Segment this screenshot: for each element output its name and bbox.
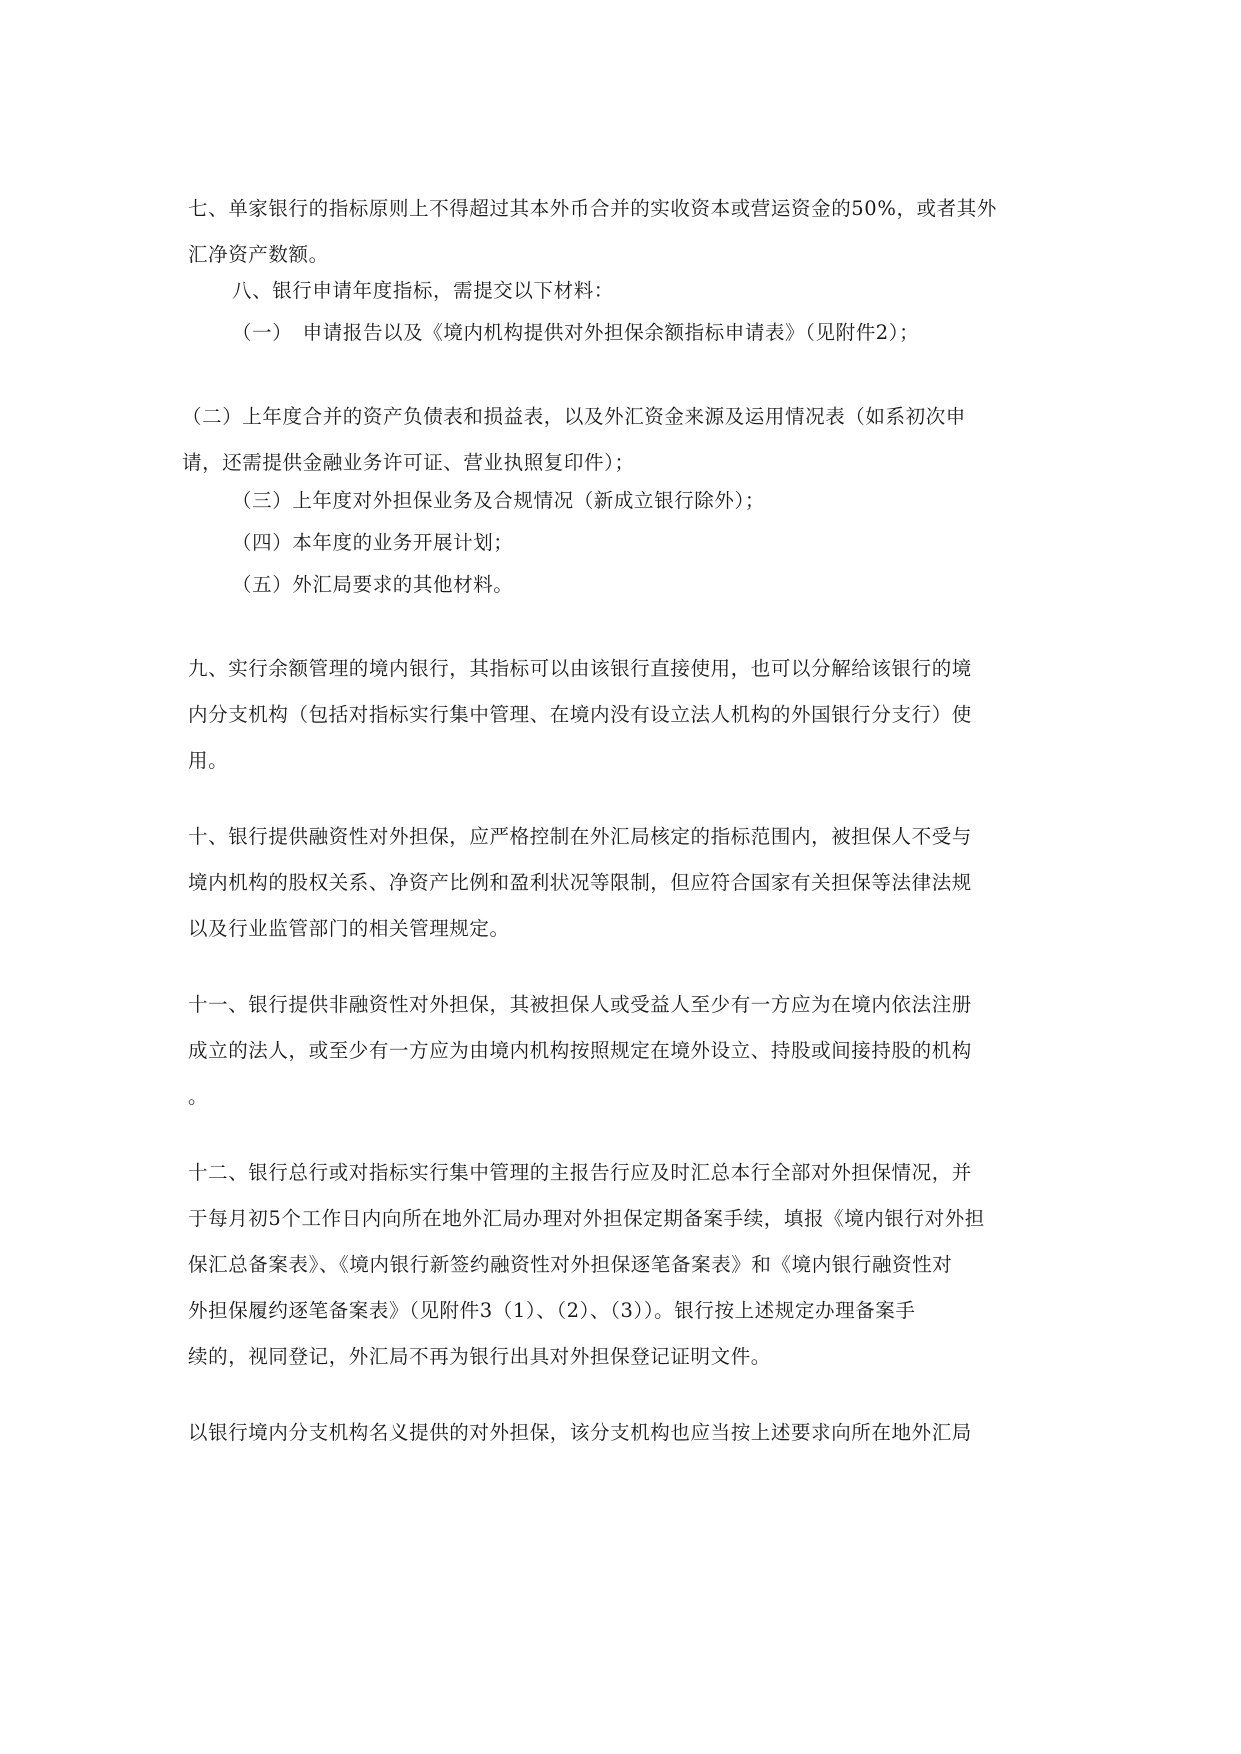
text-line: 汇净资产数额。	[188, 243, 329, 266]
text-line: 十一、银行提供非融资性对外担保，其被担保人或受益人至少有一方应为在境内依法注册	[188, 993, 972, 1016]
paragraph-8-item-1	[232, 310, 1102, 356]
text-line: 以银行境内分支机构名义提供的对外担保，该分支机构也应当按上述要求向所在地外汇局	[188, 1421, 972, 1444]
paragraph-11	[188, 982, 1058, 1120]
text-line: 成立的法人，或至少有一方应为由境内机构按照规定在境外设立、持股或间接持股的机构	[188, 1039, 972, 1062]
text-line: 用。	[188, 749, 229, 772]
text-line: 内分支机构（包括对指标实行集中管理、在境内没有设立法人机构的外国银行分支行）使	[188, 703, 972, 726]
text-line: 于每月初5个工作日内向所在地外汇局办理对外担保定期备案手续，填报《境内银行对外担	[188, 1207, 985, 1230]
paragraph-13	[188, 1410, 1058, 1456]
text-line: 九、实行余额管理的境内银行，其指标可以由该银行直接使用，也可以分解给该银行的境	[188, 657, 972, 680]
paragraph-8-item-5	[232, 562, 1102, 608]
paragraph-12	[188, 1150, 1058, 1380]
text-line: （一） 申请报告以及《境内机构提供对外担保余额指标申请表》（见附件2）；	[232, 321, 920, 344]
paragraph-8-item-3	[232, 478, 1102, 524]
paragraph-8-item-4	[232, 520, 1102, 566]
text-line: 境内机构的股权关系、净资产比例和盈利状况等限制，但应符合国家有关担保等法律法规	[188, 871, 972, 894]
text-line: 请，还需提供金融业务许可证、营业执照复印件）；	[182, 451, 635, 474]
text-line: 十二、银行总行或对指标实行集中管理的主报告行应及时汇总本行全部对外担保情况，并	[188, 1161, 972, 1184]
text-line: 。	[188, 1085, 209, 1108]
text-line: （三）上年度对外担保业务及合规情况（新成立银行除外）；	[232, 489, 765, 512]
paragraph-8-item-2	[182, 394, 1052, 486]
text-line: 十、银行提供融资性对外担保，应严格控制在外汇局核定的指标范围内，被担保人不受与	[188, 825, 972, 848]
text-line: 续的，视同登记，外汇局不再为银行出具对外担保登记证明文件。	[188, 1345, 771, 1368]
paragraph-7	[188, 186, 1058, 278]
paragraph-9	[188, 646, 1058, 784]
text-line: 外担保履约逐笔备案表》（见附件3（1）、（2）、（3））。银行按上述规定办理备案手	[188, 1299, 916, 1322]
paragraph-10	[188, 814, 1058, 952]
text-line: 八、银行申请年度指标，需提交以下材料：	[232, 279, 614, 302]
text-line: （四）本年度的业务开展计划；	[232, 531, 514, 554]
paragraph-8	[232, 268, 1102, 314]
text-line: 以及行业监管部门的相关管理规定。	[188, 917, 510, 940]
text-line: （二）上年度合并的资产负债表和损益表，以及外汇资金来源及运用情况表（如系初次申	[182, 405, 966, 428]
text-line: 保汇总备案表》、《境内银行新签约融资性对外担保逐笔备案表》和《境内银行融资性对	[188, 1253, 953, 1276]
text-line: （五）外汇局要求的其他材料。	[232, 573, 514, 596]
text-line: 七、单家银行的指标原则上不得超过其本外币合并的实收资本或营运资金的50%，或者其外	[188, 197, 997, 220]
